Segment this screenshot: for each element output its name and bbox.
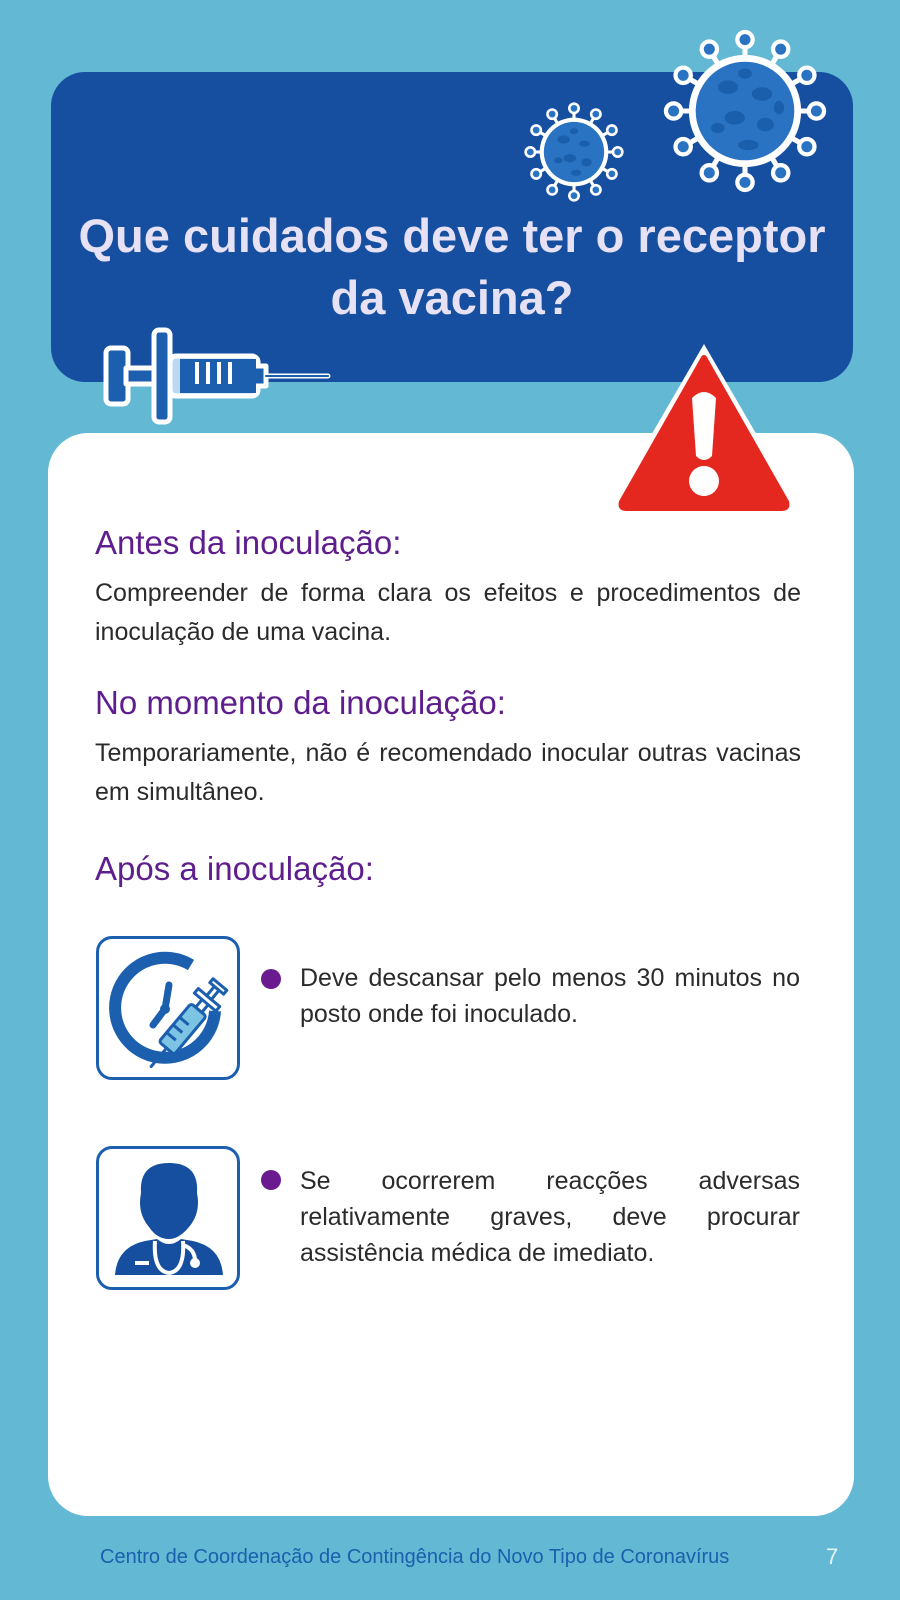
virus-icon — [522, 100, 626, 204]
section-text-before: Compreender de forma clara os efeitos e procedimentos de inoculação de uma vacina. — [95, 579, 801, 646]
footer-text: Centro de Coordenação de Contingência do Novo Tipo de Coronavírus — [100, 1546, 730, 1568]
doctor-icon — [96, 1146, 240, 1290]
list-item: Se ocorrerem reacções adversas relativamente graves, deve procurar assistência médica de imediato. — [300, 1167, 800, 1267]
virus-icon — [660, 26, 830, 196]
bullet-icon — [261, 969, 281, 989]
clock-syringe-icon — [96, 936, 240, 1080]
section-text-during: Temporariamente, não é recomendado inocular outras vacinas em simultâneo. — [95, 739, 801, 806]
section-heading-before: Antes da inoculação: — [95, 524, 402, 561]
syringe-icon — [100, 326, 336, 430]
section-heading-after: Após a inoculação: — [95, 850, 374, 887]
warning-icon — [602, 336, 806, 522]
page-number: 7 — [826, 1544, 839, 1569]
section-heading-during: No momento da inoculação: — [95, 684, 506, 721]
list-item: Deve descansar pelo menos 30 minutos no posto onde foi inoculado. — [300, 964, 800, 1028]
bullet-icon — [261, 1170, 281, 1190]
page-title: Que cuidados deve ter o receptor da vacina? — [78, 209, 826, 324]
